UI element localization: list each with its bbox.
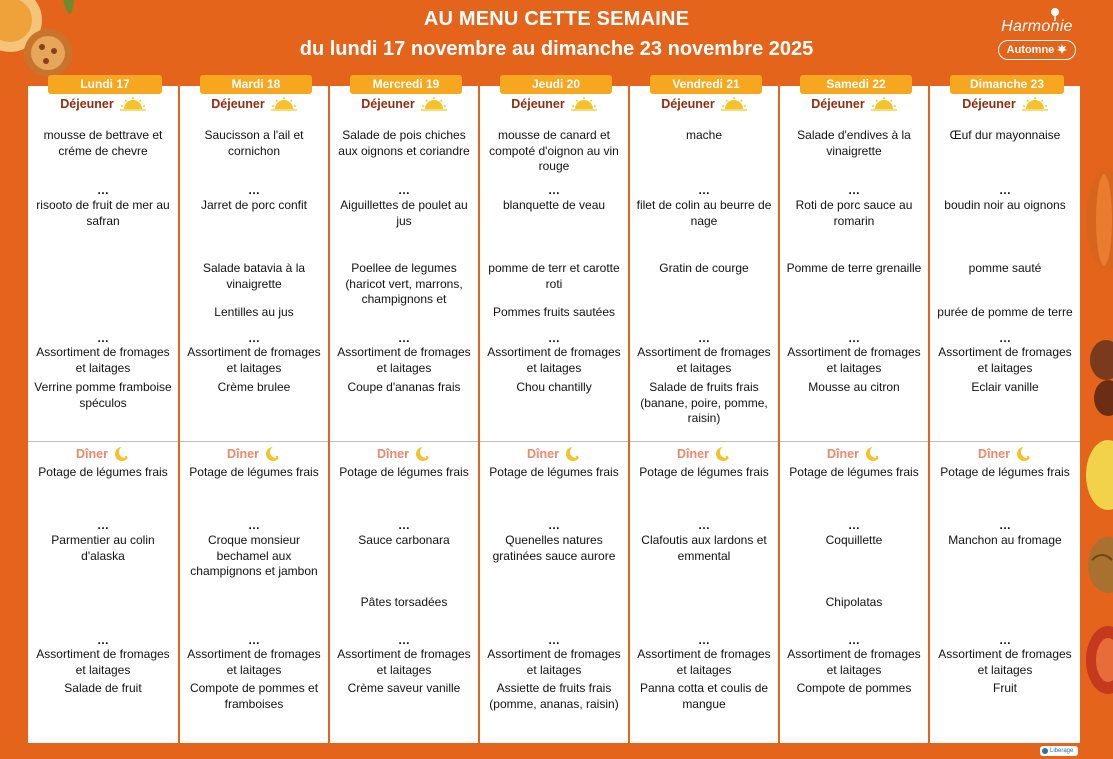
lunch-main: filet de colin au beurre de nage: [636, 198, 772, 228]
lunch-dessert: Salade de fruits frais (banane, poire, pomme, raisin): [640, 380, 768, 425]
dinner-dessert: Crème saveur vanille: [347, 681, 461, 695]
dinner-main: Coquillette: [825, 533, 883, 547]
lunch-cheese: Assortiment de fromages et laitages: [337, 345, 471, 375]
lunch-starter: mache: [685, 128, 723, 142]
sun-icon: [421, 97, 447, 111]
dinner-label-text: Dîner: [377, 447, 409, 461]
sun-icon: [271, 97, 297, 111]
lunch-label-text: Déjeuner: [211, 97, 265, 111]
dinner-label: [180, 446, 328, 462]
dots-separator: …: [248, 331, 260, 345]
dinner-main: Sauce carbonara: [358, 533, 450, 547]
lunch-label: [480, 97, 628, 111]
lunch-side: Lentilles au jus: [214, 305, 294, 319]
dinner-main: Parmentier au colin d'alaska: [51, 533, 155, 563]
day-column: [178, 77, 328, 743]
dinner-soup: Potage de légumes frais: [639, 465, 769, 479]
lunch-cheese: Assortiment de fromages et laitages: [637, 345, 771, 375]
lunch-label: [330, 97, 478, 111]
lunch-dessert: Chou chantilly: [516, 380, 592, 394]
day-tab: Lundi 17: [48, 75, 162, 94]
moon-icon: [415, 446, 431, 462]
dots-separator: …: [548, 183, 560, 197]
dinner-label-text: Dîner: [978, 447, 1010, 461]
dots-separator: …: [398, 331, 410, 345]
day-column: [328, 77, 478, 743]
lunch-label: [630, 97, 778, 111]
lunch-label: [780, 97, 928, 111]
dots-separator: …: [398, 633, 410, 647]
dinner-label-text: Dîner: [527, 447, 559, 461]
lunch-label-text: Déjeuner: [962, 97, 1016, 111]
lunch-side: Poellee de legumes (haricot vert, marrons, champignons et: [345, 261, 463, 306]
brand-logo: [993, 12, 1081, 60]
sun-icon: [871, 97, 897, 111]
dinner-label: [630, 446, 778, 462]
dinner-cheese: Assortiment de fromages et laitages: [938, 647, 1072, 677]
dots-separator: …: [999, 183, 1011, 197]
lunch-starter: mousse de bettrave et créme de chevre: [43, 128, 163, 158]
walnut-illustration: [1080, 520, 1113, 610]
lunch-label-text: Déjeuner: [361, 97, 415, 111]
lunch-dessert: Mousse au citron: [808, 380, 900, 394]
day-column: [628, 77, 778, 743]
dots-separator: …: [698, 518, 710, 532]
dinner-soup: Potage de légumes frais: [189, 465, 319, 479]
dinner-main: Manchon au fromage: [948, 533, 1062, 547]
day-tab: Mardi 18: [200, 75, 312, 94]
lunch-cheese: Assortiment de fromages et laitages: [36, 345, 170, 375]
dinner-main: Quenelles natures gratinées sauce aurore: [492, 533, 616, 563]
dinner-label: [28, 446, 178, 462]
dinner-cheese: Assortiment de fromages et laitages: [787, 647, 921, 677]
sun-icon: [571, 97, 597, 111]
meal-divider: [930, 441, 1080, 442]
lunch-starter: mousse de canard et compoté d'oignon au vin rouge: [489, 128, 619, 173]
meal-divider: [480, 441, 628, 442]
dots-separator: …: [698, 183, 710, 197]
lunch-side: pomme sauté: [968, 261, 1042, 275]
lunch-main: Jarret de porc confit: [200, 198, 308, 212]
lunch-dessert: Verrine pomme framboise spéculos: [34, 380, 172, 410]
lunch-side: Salade batavia à la vinaigrette: [202, 261, 306, 291]
lunch-label: [930, 97, 1080, 111]
pumpkin-illustration: [1080, 140, 1113, 300]
day-column: [928, 77, 1080, 743]
lunch-cheese: Assortiment de fromages et laitages: [187, 345, 321, 375]
dinner-side: Pâtes torsadées: [360, 595, 448, 609]
dinner-dessert: Salade de fruit: [64, 681, 142, 695]
dinner-dessert: Compote de pommes: [796, 681, 912, 695]
dinner-dessert: Compote de pommes et framboises: [189, 681, 319, 711]
dinner-main: Clafoutis aux lardons et emmental: [641, 533, 767, 563]
dots-separator: …: [698, 633, 710, 647]
dots-separator: …: [248, 633, 260, 647]
lunch-side: Pomme de terre grenaille: [786, 261, 922, 275]
lunch-main: boudin noir au oignons: [944, 198, 1066, 212]
lunch-side: purée de pomme de terre: [937, 305, 1073, 319]
sun-icon: [120, 97, 146, 111]
sun-icon: [721, 97, 747, 111]
dots-separator: …: [248, 518, 260, 532]
meal-divider: [780, 441, 928, 442]
dots-separator: …: [548, 633, 560, 647]
lunch-side: Pommes fruits sautées: [492, 305, 616, 319]
lunch-label-text: Déjeuner: [811, 97, 865, 111]
day-tab: Vendredi 21: [650, 75, 762, 94]
dinner-side: Chipolatas: [825, 595, 883, 609]
page-header: [0, 0, 1113, 72]
lunch-starter: Salade de pois chiches aux oignons et coriandre: [338, 128, 470, 158]
day-column: [478, 77, 628, 743]
dots-separator: …: [999, 633, 1011, 647]
leaf-icon: [1047, 6, 1063, 22]
lunch-label-text: Déjeuner: [60, 97, 114, 111]
dots-separator: …: [97, 331, 109, 345]
dinner-dessert: Panna cotta et coulis de mangue: [639, 681, 769, 711]
dinner-label: [930, 446, 1080, 462]
dinner-label-text: Dîner: [76, 447, 108, 461]
dinner-label-text: Dîner: [827, 447, 859, 461]
moon-icon: [865, 446, 881, 462]
day-column: [28, 77, 178, 743]
dinner-dessert: Fruit: [993, 681, 1017, 695]
dinner-cheese: Assortiment de fromages et laitages: [637, 647, 771, 677]
lunch-starter: Œuf dur mayonnaise: [949, 128, 1061, 142]
lunch-label-text: Déjeuner: [661, 97, 715, 111]
lunch-label: [180, 97, 328, 111]
dots-separator: …: [999, 518, 1011, 532]
dots-separator: …: [848, 183, 860, 197]
dots-separator: …: [698, 331, 710, 345]
day-tab: Jeudi 20: [500, 75, 612, 94]
day-tab: Dimanche 23: [950, 75, 1064, 94]
dinner-cheese: Assortiment de fromages et laitages: [487, 647, 621, 677]
meal-divider: [630, 441, 778, 442]
season-label: Automne: [1006, 44, 1055, 56]
dinner-label: [780, 446, 928, 462]
quince-illustration: [1080, 430, 1113, 520]
dots-separator: …: [848, 633, 860, 647]
moon-icon: [1016, 446, 1032, 462]
dots-separator: …: [398, 183, 410, 197]
day-tab: Mercredi 19: [350, 75, 462, 94]
lunch-starter: Salade d'endives à la vinaigrette: [797, 128, 911, 158]
meal-divider: [28, 441, 178, 442]
dinner-label-text: Dîner: [677, 447, 709, 461]
day-tab: Samedi 22: [800, 75, 912, 94]
day-column: [778, 77, 928, 743]
page-subtitle-dates: du lundi 17 novembre au dimanche 23 novembre 2025: [299, 38, 814, 60]
dinner-cheese: Assortiment de fromages et laitages: [337, 647, 471, 677]
lunch-label: [28, 97, 178, 111]
meal-divider: [180, 441, 328, 442]
moon-icon: [265, 446, 281, 462]
dinner-label: [330, 446, 478, 462]
lunch-side: Gratin de courge: [659, 261, 749, 275]
brand-name: Harmonie: [1001, 18, 1073, 35]
lunch-cheese: Assortiment de fromages et laitages: [938, 345, 1072, 375]
dots-separator: …: [548, 331, 560, 345]
meal-divider: [330, 441, 478, 442]
dinner-soup: Potage de légumes frais: [789, 465, 919, 479]
lunch-main: risooto de fruit de mer au safran: [36, 198, 170, 228]
lunch-label-text: Déjeuner: [511, 97, 565, 111]
dots-separator: …: [97, 518, 109, 532]
page-title: AU MENU CETTE SEMAINE: [423, 8, 690, 30]
dots-separator: …: [97, 183, 109, 197]
fig-illustration: [1080, 610, 1113, 710]
dinner-soup: Potage de légumes frais: [38, 465, 168, 479]
lunch-starter: Saucisson a l'ail et cornichon: [204, 128, 304, 158]
lunch-main: Aiguillettes de poulet au jus: [340, 198, 468, 228]
dinner-cheese: Assortiment de fromages et laitages: [36, 647, 170, 677]
dinner-soup: Potage de légumes frais: [940, 465, 1070, 479]
dots-separator: …: [848, 518, 860, 532]
footer-logo: Liberage: [1040, 746, 1078, 756]
lunch-side: pomme de terr et carotte roti: [488, 261, 620, 291]
dinner-cheese: Assortiment de fromages et laitages: [187, 647, 321, 677]
dinner-main: Croque monsieur bechamel aux champignons et jambon: [190, 533, 318, 578]
lunch-dessert: Eclair vanille: [971, 380, 1039, 394]
dots-separator: …: [398, 518, 410, 532]
dinner-label-text: Dîner: [227, 447, 259, 461]
season-badge: [998, 40, 1077, 60]
weekly-menu-grid: [28, 77, 1080, 743]
chestnut-illustration: [1080, 330, 1113, 420]
moon-icon: [565, 446, 581, 462]
moon-icon: [715, 446, 731, 462]
lunch-dessert: Coupe d'ananas frais: [347, 380, 461, 394]
dots-separator: …: [548, 518, 560, 532]
dots-separator: …: [848, 331, 860, 345]
lunch-main: blanquette de veau: [502, 198, 606, 212]
lunch-main: Roti de porc sauce au romarin: [795, 198, 913, 228]
dinner-label: [480, 446, 628, 462]
dots-separator: …: [999, 331, 1011, 345]
dinner-dessert: Assiette de fruits frais (pomme, ananas, raisin): [489, 681, 619, 711]
lunch-cheese: Assortiment de fromages et laitages: [787, 345, 921, 375]
dots-separator: …: [248, 183, 260, 197]
lunch-dessert: Crème brulee: [217, 380, 291, 394]
dinner-soup: Potage de légumes frais: [489, 465, 619, 479]
maple-leaf-icon: [1057, 44, 1067, 54]
lunch-side: [30, 261, 176, 307]
dinner-soup: Potage de légumes frais: [339, 465, 469, 479]
dots-separator: …: [97, 633, 109, 647]
sun-icon: [1022, 97, 1048, 111]
moon-icon: [114, 446, 130, 462]
lunch-cheese: Assortiment de fromages et laitages: [487, 345, 621, 375]
